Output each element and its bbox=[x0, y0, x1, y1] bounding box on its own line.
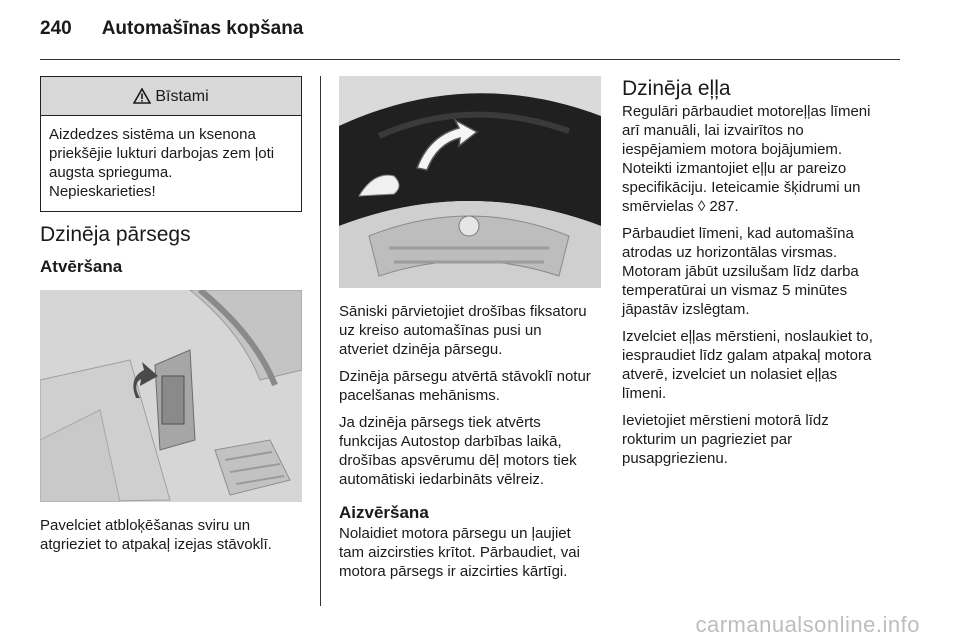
warning-line: priekšējie lukturi darbojas zem ļoti bbox=[49, 145, 275, 162]
text-line: Pārbaudiet līmeni, kad automašīna bbox=[622, 225, 854, 242]
para-release-catch bbox=[339, 302, 601, 359]
para-oil-level-conditions bbox=[622, 224, 904, 319]
text-line: Nolaidiet motora pārsegu un ļaujiet bbox=[339, 525, 571, 542]
warning-header bbox=[41, 77, 301, 116]
text-line: pacelšanas mehānisms. bbox=[339, 387, 500, 404]
release-lever-illustration bbox=[40, 290, 302, 502]
header-rule bbox=[40, 59, 900, 60]
text-line: iespraudiet līdz galam atpakaļ motora bbox=[622, 347, 872, 364]
caption-line: atgrieziet to atpakaļ izejas stāvoklī. bbox=[40, 536, 272, 553]
warning-line: Aizdedzes sistēma un ksenona bbox=[49, 126, 256, 143]
text-line: Dzinēja pārsegu atvērtā stāvoklī notur bbox=[339, 368, 591, 385]
warning-title: Bīstami bbox=[155, 87, 209, 105]
text-line: jāpastāv izslēgtam. bbox=[622, 301, 750, 318]
section-heading-bonnet: Dzinēja pārsegs bbox=[40, 223, 191, 246]
text-line: rokturim un pagrieziet par bbox=[622, 431, 793, 448]
warning-text bbox=[41, 116, 301, 211]
warning-box bbox=[40, 76, 302, 212]
text-line: līmeni. bbox=[622, 385, 667, 402]
page-number: 240 bbox=[40, 18, 72, 39]
section-heading-oil: Dzinēja eļļa bbox=[622, 77, 731, 100]
text-line: specifikāciju. Ieteicamie šķidrumi un bbox=[622, 179, 861, 196]
column-divider bbox=[320, 76, 321, 606]
text-line: smērvielas ◊ 287. bbox=[622, 198, 739, 215]
text-line: Motoram jābūt uzsilušam līdz darba bbox=[622, 263, 859, 280]
warning-line: augsta sprieguma. bbox=[49, 164, 173, 181]
text-line: Noteikti izmantojiet eļļu ar pareizo bbox=[622, 160, 847, 177]
chapter-title: Automašīnas kopšana bbox=[101, 18, 304, 39]
text-line: atveriet dzinēja pārsegu. bbox=[339, 341, 503, 358]
text-line: tam aizcirsties krītot. Pārbaudiet, vai bbox=[339, 544, 580, 561]
text-line: Regulāri pārbaudiet motoreļļas līmeni bbox=[622, 103, 871, 120]
text-line: pusapgriezienu. bbox=[622, 450, 728, 467]
lever-caption bbox=[40, 516, 302, 554]
text-line: automātiski iedarbināts vēlreiz. bbox=[339, 471, 545, 488]
warning-line: Nepieskarieties! bbox=[49, 183, 156, 200]
text-line: arī manuāli, lai izvairītos no bbox=[622, 122, 804, 139]
column-left bbox=[40, 76, 302, 554]
para-dipstick-insert bbox=[622, 411, 904, 468]
page-header bbox=[40, 18, 303, 40]
subheading-opening: Atvēršana bbox=[40, 257, 123, 276]
para-oil-check bbox=[622, 102, 904, 216]
para-autostop bbox=[339, 413, 601, 489]
text-line: atverē, izvelciet un nolasiet eļļas bbox=[622, 366, 838, 383]
text-line: Izvelciet eļļas mērstieni, noslaukiet to, bbox=[622, 328, 873, 345]
text-line: Ievietojiet mērstieni motorā līdz bbox=[622, 412, 829, 429]
para-dipstick bbox=[622, 327, 904, 403]
bonnet-opening-illustration bbox=[339, 76, 601, 288]
text-line: Ja dzinēja pārsegs tiek atvērts bbox=[339, 414, 541, 431]
caption-line: Pavelciet atbloķēšanas sviru un bbox=[40, 517, 251, 534]
text-line: temperatūrai un vismaz 5 minūtes bbox=[622, 282, 848, 299]
text-line: funkcijas Autostop darbības laikā, bbox=[339, 433, 562, 450]
column-middle bbox=[339, 76, 601, 581]
column-right bbox=[622, 76, 904, 468]
warning-triangle-icon bbox=[133, 88, 151, 104]
subheading-closing: Aizvēršana bbox=[339, 503, 429, 522]
text-line: drošības apsvērumu dēļ motors tiek bbox=[339, 452, 577, 469]
text-line: motora pārsegs ir aizcirties kārtīgi. bbox=[339, 563, 568, 580]
para-closing bbox=[339, 524, 601, 581]
text-line: uz kreiso automašīnas pusi un bbox=[339, 322, 542, 339]
text-line: Sāniski pārvietojiet drošības fiksatoru bbox=[339, 303, 587, 320]
text-line: iespējamiem motora bojājumiem. bbox=[622, 141, 843, 158]
watermark: carmanualsonline.info bbox=[695, 612, 920, 637]
text-line: atrodas uz horizontālas virsmas. bbox=[622, 244, 838, 261]
para-lift-mechanism bbox=[339, 367, 601, 405]
